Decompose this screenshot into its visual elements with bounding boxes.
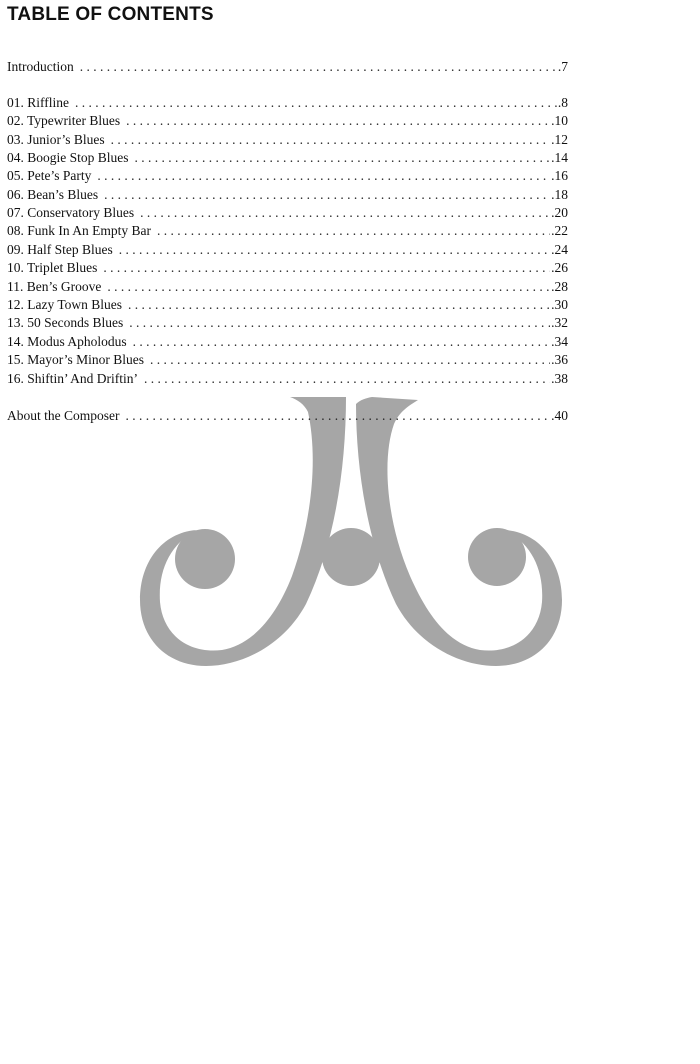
toc-entry-page: .22 — [551, 223, 568, 238]
toc-entry-page: .26 — [551, 260, 568, 275]
toc-entry-chapter-1[interactable] — [7, 94, 568, 112]
toc-entry-chapter-14[interactable] — [7, 333, 568, 351]
toc-entry-chapter-13[interactable] — [7, 314, 568, 332]
toc-entry-page: .10 — [551, 113, 568, 128]
dot-leader — [129, 314, 550, 332]
toc-entry-page: .8 — [557, 95, 568, 110]
toc-entry-chapter-11[interactable] — [7, 278, 568, 296]
dot-leader — [104, 186, 550, 204]
toc-entry-title: 13. 50 Seconds Blues — [7, 315, 124, 330]
dot-leader — [133, 333, 550, 351]
dot-leader — [144, 370, 550, 388]
dot-leader — [150, 351, 550, 369]
toc-entry-page: .34 — [551, 334, 568, 349]
toc-entry-page: .7 — [557, 59, 568, 74]
toc-entry-title: 01. Riffline — [7, 95, 69, 110]
toc-entry-page: .28 — [551, 279, 568, 294]
toc-entry-title: 04. Boogie Stop Blues — [7, 150, 129, 165]
toc-entry-title: 07. Conservatory Blues — [7, 205, 135, 220]
toc-entry-page: .14 — [551, 150, 568, 165]
toc-entry-page: .40 — [551, 408, 568, 423]
dot-leader — [126, 112, 550, 130]
toc-entry-page: .38 — [551, 371, 568, 386]
dot-leader — [111, 131, 550, 149]
page-title: TABLE OF CONTENTS — [7, 4, 214, 25]
dot-leader — [126, 407, 551, 425]
dot-leader — [119, 241, 550, 259]
toc-entry-title: 03. Junior’s Blues — [7, 132, 105, 147]
toc-entry-chapter-2[interactable] — [7, 112, 568, 130]
toc-entry-title: 06. Bean’s Blues — [7, 187, 99, 202]
toc-entry-page: .16 — [551, 168, 568, 183]
dot-leader — [157, 222, 550, 240]
dot-leader — [75, 94, 557, 112]
toc-entry-title: 16. Shiftin’ And Driftin’ — [7, 371, 138, 386]
dot-leader — [97, 167, 550, 185]
toc-entry-title: 12. Lazy Town Blues — [7, 297, 123, 312]
toc-entry-page: .32 — [551, 315, 568, 330]
dot-leader — [103, 259, 550, 277]
toc-entry-title: 08. Funk In An Empty Bar — [7, 223, 151, 238]
toc-entry-chapter-10[interactable] — [7, 259, 568, 277]
toc-entry-page: .30 — [551, 297, 568, 312]
toc-entry-title: 02. Typewriter Blues — [7, 113, 121, 128]
toc-entry-chapter-3[interactable] — [7, 131, 568, 149]
toc-entry-chapter-4[interactable] — [7, 149, 568, 167]
dot-leader — [128, 296, 550, 314]
toc-entry-title: 14. Modus Apholodus — [7, 334, 127, 349]
toc-entry-chapter-6[interactable] — [7, 186, 568, 204]
toc-entry-chapter-16[interactable] — [7, 370, 568, 388]
toc-entry-page: .24 — [551, 242, 568, 257]
toc-entry-chapter-9[interactable] — [7, 241, 568, 259]
dot-leader — [140, 204, 550, 222]
toc-entry-introduction[interactable] — [7, 58, 568, 76]
toc-entry-title: 10. Triplet Blues — [7, 260, 98, 275]
dot-leader — [135, 149, 551, 167]
toc-entry-about-composer[interactable] — [7, 407, 568, 425]
toc-entry-page: .18 — [551, 187, 568, 202]
toc-entry-title: 15. Mayor’s Minor Blues — [7, 352, 144, 367]
toc-entry-title: 09. Half Step Blues — [7, 242, 113, 257]
toc-entry-chapter-5[interactable] — [7, 167, 568, 185]
toc-entry-page: .20 — [551, 205, 568, 220]
toc-entry-chapter-7[interactable] — [7, 204, 568, 222]
toc-entry-chapter-15[interactable] — [7, 351, 568, 369]
toc-entry-page: .36 — [551, 352, 568, 367]
toc-entry-title: About the Composer — [7, 408, 120, 423]
dot-leader — [80, 58, 557, 76]
dot-leader — [107, 278, 550, 296]
toc-entry-page: .12 — [551, 132, 568, 147]
toc-entry-chapter-12[interactable] — [7, 296, 568, 314]
toc-entry-title: Introduction — [7, 59, 74, 74]
toc-entry-title: 05. Pete’s Party — [7, 168, 92, 183]
toc-entry-title: 11. Ben’s Groove — [7, 279, 102, 294]
toc-entry-chapter-8[interactable] — [7, 222, 568, 240]
